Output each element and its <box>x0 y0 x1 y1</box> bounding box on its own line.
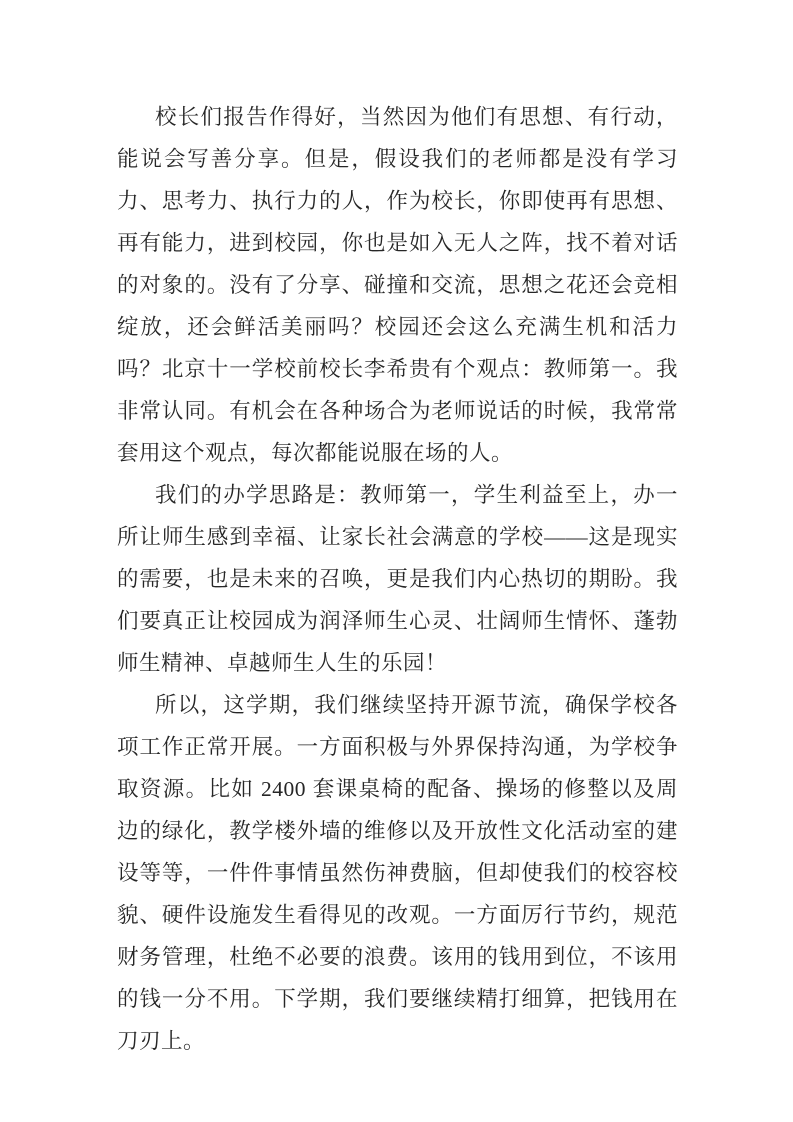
document-body <box>117 96 678 1062</box>
paragraph-school-philosophy: 我们的办学思路是：教师第一，学生利益至上，办一所让师生感到幸福、让家长社会满意的学校——这是现实的需要，也是未来的召唤，更是我们内心热切的期盼。我们要真正让校园成为润泽师生心灵、壮阔师生情怀、蓬勃师生精神、卓越师生人生的乐园！ <box>117 483 678 675</box>
paragraph-principals-reports: 校长们报告作得好，当然因为他们有思想、有行动，能说会写善分享。但是，假设我们的老师都是没有学习力、思考力、执行力的人，作为校长，你即使再有思想、再有能力，进到校园，你也是如入无人之阵，找不着对话的对象的。没有了分享、碰撞和交流，思想之花还会竞相绽放，还会鲜活美丽吗？校园还会这么充满生机和活力吗？北京十一学校前校长李希贵有个观点：教师第一。我非常认同。有机会在各种场合为老师说话的时候，我常常套用这个观点，每次都能说服在场的人。 <box>117 105 678 465</box>
paragraph-budget-plan: 所以，这学期，我们继续坚持开源节流，确保学校各项工作正常开展。一方面积极与外界保持沟通，为学校争取资源。比如 2400 套课桌椅的配备、操场的修整以及周边的绿化，教学楼外墙的维修以及开放性文化活动室的建设等等，一件件事情虽然伤神费脑，但却使我们的校容校貌、硬件设施发生看得见的改观。一方面厉行节约，规范财务管理，杜绝不必要的浪费。该用的钱用到位，不该用的钱一分不用。下学期，我们要继续精打细算，把钱用在刀刃上。 <box>117 693 678 1053</box>
